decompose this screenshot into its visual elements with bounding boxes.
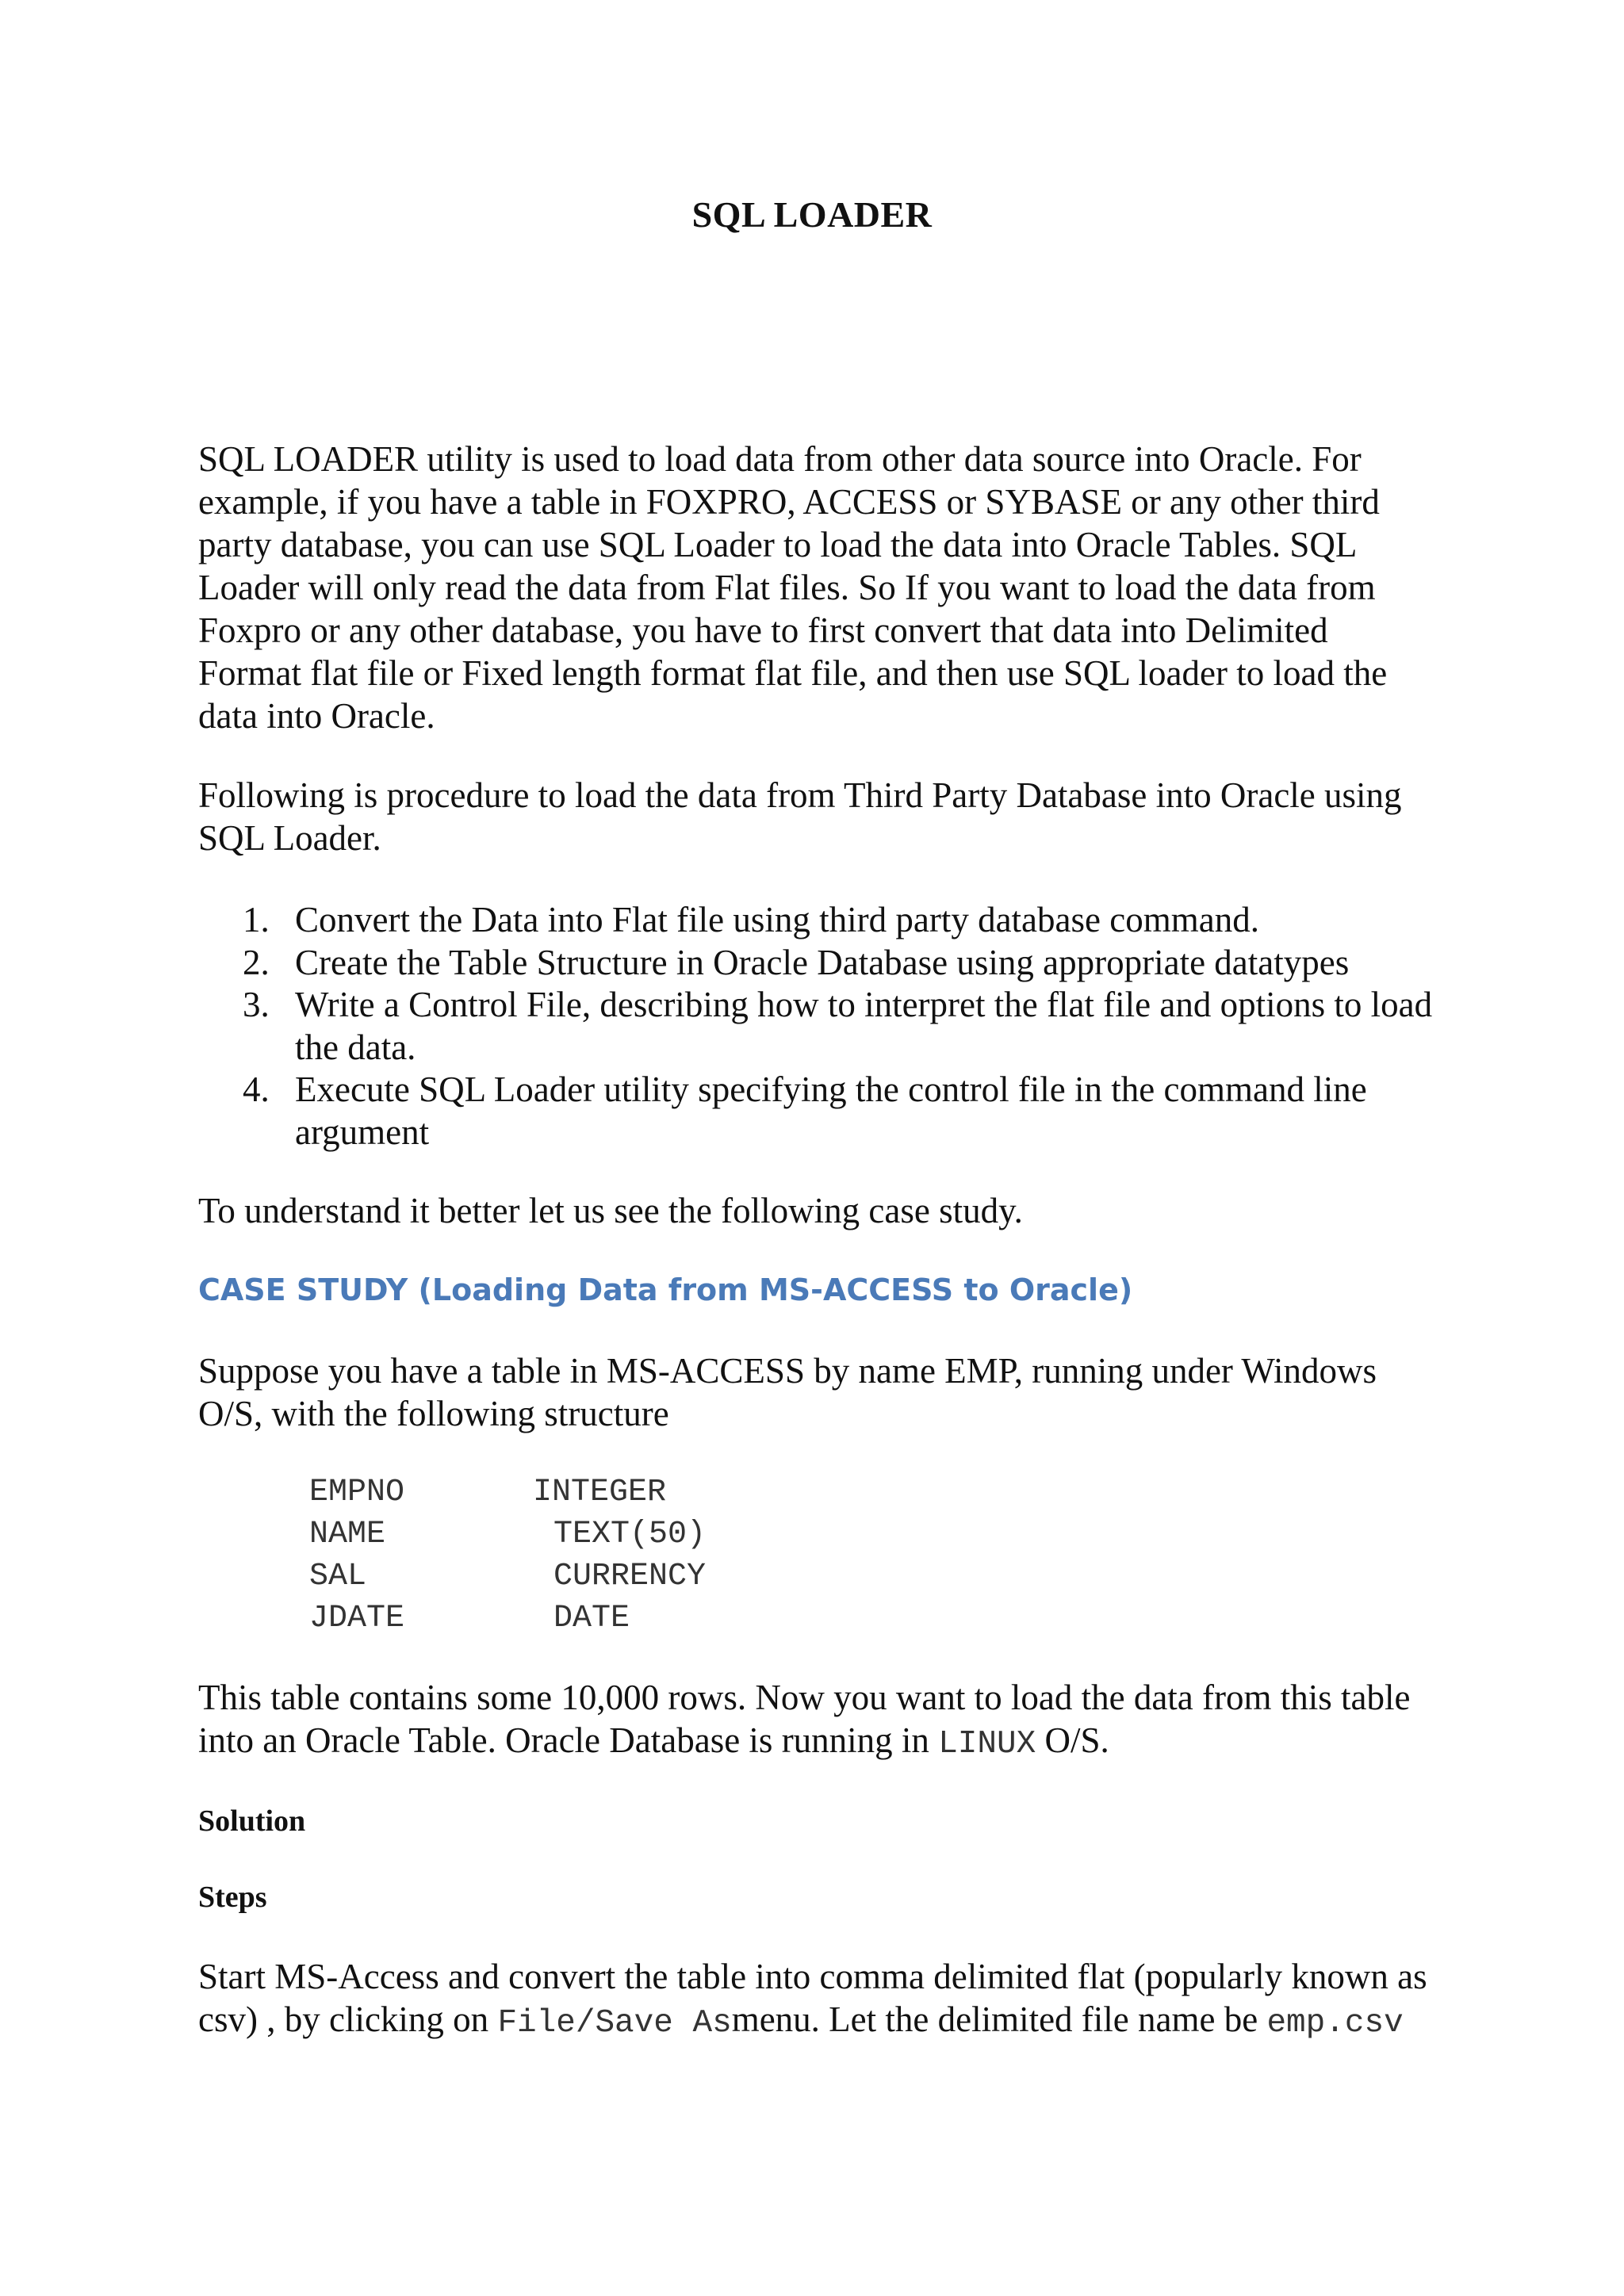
field-name: SAL	[309, 1559, 367, 1594]
list-item	[198, 899, 1435, 942]
procedure-steps-list	[198, 899, 1435, 1154]
intro-paragraph: SQL LOADER utility is used to load data from other data source into Oracle. For example, if you have a table in FOXPRO, ACCESS or SYBASE or any other third party database, you can use SQL Loader to load the data into Oracle Tables. SQL Loader will only read the data from Flat files. So If you want to load the data from Foxpro or any other database, you have to first convert that data into Delimited Format flat file or Fixed length format flat file, and then use SQL loader to load the data into Oracle.	[198, 439, 1388, 736]
field-type: DATE	[553, 1601, 630, 1636]
os-name: LINUX	[938, 1726, 1036, 1762]
suppose-paragraph: Suppose you have a table in MS-ACCESS by name EMP, running under Windows O/S, with the following structure	[198, 1351, 1377, 1433]
step-number: 3.	[243, 985, 270, 1024]
step-text: Create the Table Structure in Oracle Database using appropriate datatypes	[295, 942, 1350, 982]
file-name: emp.csv	[1266, 2005, 1404, 2042]
table-contains-paragraph	[198, 1676, 1435, 1766]
case-study-intro: To understand it better let us see the following case study.	[198, 1191, 1023, 1230]
field-type: CURRENCY	[553, 1559, 707, 1594]
step-text: Execute SQL Loader utility specifying the control file in the command line argument	[295, 1070, 1367, 1152]
case-study-heading: CASE STUDY (Loading Data from MS-ACCESS to Oracle)	[198, 1272, 1133, 1307]
steps-heading: Steps	[198, 1881, 267, 1914]
field-type: INTEGER	[533, 1475, 667, 1510]
menu-path: File/Save As	[497, 2005, 732, 2042]
contains-text-end: O/S.	[1036, 1720, 1109, 1760]
list-item	[198, 942, 1435, 985]
step-text: Convert the Data into Flat file using third party database command.	[295, 900, 1259, 939]
step-text: Write a Control File, describing how to interpret the flat file and options to load the data.	[295, 985, 1433, 1067]
procedure-intro-paragraph: Following is procedure to load the data from Third Party Database into Oracle using SQL Loader.	[198, 775, 1402, 858]
start-access-paragraph	[198, 1955, 1435, 2045]
field-name: EMPNO	[309, 1475, 405, 1510]
field-name: JDATE	[309, 1601, 405, 1636]
solution-heading: Solution	[198, 1804, 306, 1838]
step-number: 1.	[243, 900, 270, 939]
step-number: 2.	[243, 942, 270, 982]
list-item	[198, 1069, 1435, 1154]
field-type: TEXT(50)	[553, 1517, 707, 1552]
field-name: NAME	[309, 1517, 386, 1552]
list-item	[198, 984, 1435, 1069]
document-title: SQL LOADER	[691, 194, 933, 235]
contains-text: This table contains some 10,000 rows. Now you want to load the data from this table into an Oracle Table. Oracle Database is running in	[198, 1678, 1411, 1760]
start-text-middle: menu. Let the delimited file name be	[731, 1999, 1267, 2039]
step-number: 4.	[243, 1070, 270, 1109]
start-text: Start MS-Access and convert the table into comma delimited flat (popularly known as csv) , by clicking on	[198, 1957, 1427, 2039]
